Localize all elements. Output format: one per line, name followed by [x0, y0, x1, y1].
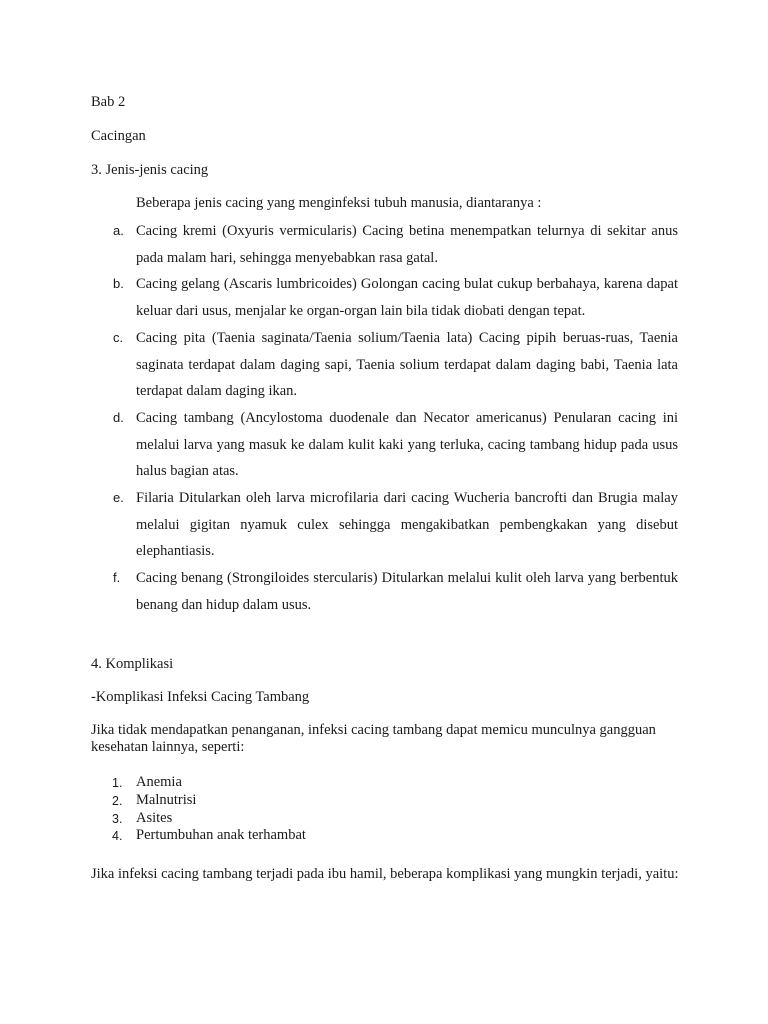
list-item: [113, 325, 678, 405]
list-item-text: Cacing benang (Strongiloides stercularis) Ditularkan melalui kulit oleh larva yang berbentuk benang dan hidup dalam usus.: [136, 570, 678, 613]
list-number: 4.: [112, 829, 123, 844]
list-item-text: Cacing tambang (Ancylostoma duodenale dan Necator americanus) Penularan cacing ini melalui larva yang masuk ke dalam kulit kaki yang terluka, cacing tambang hidup pada usus halus bagian atas.: [136, 409, 678, 480]
section-3-intro: Beberapa jenis cacing yang menginfeksi tubuh manusia, diantaranya :: [136, 195, 542, 211]
list-item: [112, 791, 306, 810]
list-marker: d.: [113, 409, 124, 425]
list-item-text: Anemia: [136, 774, 182, 790]
section-3-heading: 3. Jenis-jenis cacing: [91, 162, 209, 178]
section-4-subheading: -Komplikasi Infeksi Cacing Tambang: [91, 689, 310, 705]
list-item-text: Asites: [136, 809, 173, 826]
list-item: [113, 271, 678, 324]
list-item-text: Cacing gelang (Ascaris lumbricoides) Golongan cacing bulat cukup berbahaya, karena dapat keluar dari usus, menjalar ke organ-organ lain bila tidak diobati dengan tepat.: [136, 276, 678, 320]
list-item-text: Malnutrisi: [136, 791, 197, 808]
list-marker: e.: [113, 490, 124, 506]
section-4-paragraph-1: Jika tidak mendapatkan penanganan, infeksi cacing tambang dapat memicu munculnya gangguan kesehatan lainnya, seperti:: [91, 722, 656, 755]
section-4-heading: 4. Komplikasi: [91, 656, 174, 672]
list-number: 1.: [112, 776, 123, 790]
worm-types-list: [0, 218, 768, 619]
document-title: Cacingan: [91, 128, 146, 144]
list-item: [113, 218, 678, 271]
list-item-text: Cacing pita (Taenia saginata/Taenia solium/Taenia lata) Cacing pipih beruas-ruas, Taenia saginata terdapat dalam daging sapi, Taenia solium terdapat dalam daging babi, Taenia lata terdapat dalam daging ikan.: [136, 329, 678, 400]
list-item: [112, 827, 306, 845]
list-item-text: Cacing kremi (Oxyuris vermicularis) Cacing betina menempatkan telurnya di sekitar anus pada malam hari, sehingga menyebabkan rasa gatal.: [136, 223, 678, 266]
complications-list: [112, 774, 306, 845]
list-item: [113, 405, 678, 485]
list-item: [112, 809, 306, 828]
list-marker: b.: [113, 276, 124, 292]
section-4-paragraph-2: Jika infeksi cacing tambang terjadi pada ibu hamil, beberapa komplikasi yang mungkin terjadi, yaitu:: [91, 866, 679, 882]
list-item: [113, 485, 678, 565]
list-number: 2.: [112, 793, 123, 808]
list-marker: a.: [113, 223, 124, 238]
list-number: 3.: [112, 811, 123, 826]
list-item: [113, 565, 678, 618]
list-item-text: Filaria Ditularkan oleh larva microfilaria dari cacing Wucheria bancrofti dan Brugia malay melalui gigitan nyamuk culex sehingga mengakibatkan pembengkakan yang disebut elephantiasis.: [136, 490, 678, 560]
list-item-text: Pertumbuhan anak terhambat: [136, 827, 306, 844]
list-marker: f.: [113, 570, 121, 586]
list-item: [112, 774, 306, 792]
chapter-label: Bab 2: [91, 94, 126, 110]
list-marker: c.: [113, 329, 124, 345]
